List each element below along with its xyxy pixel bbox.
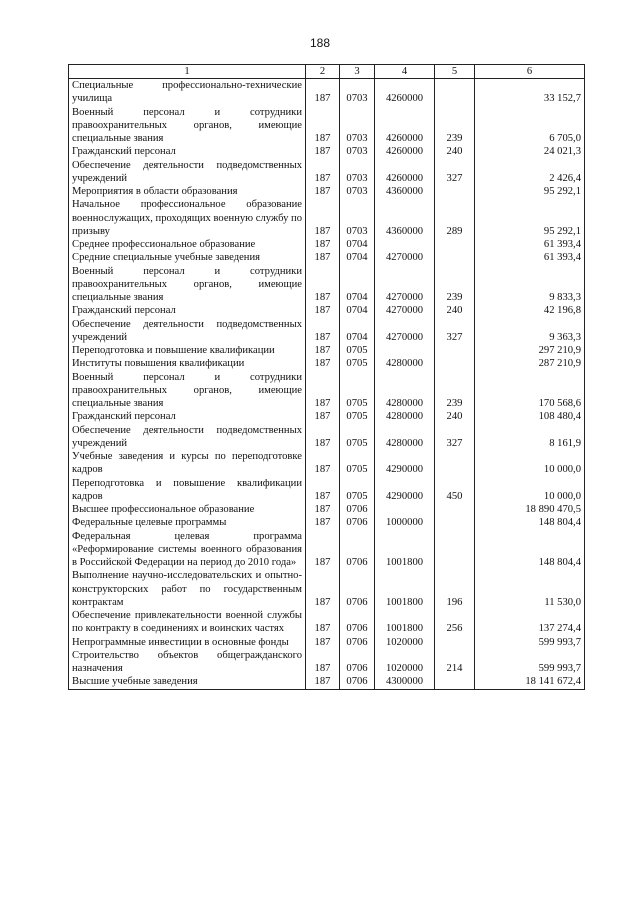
section-code-cell: 0705 xyxy=(340,410,375,423)
amount-cell: 108 480,4 xyxy=(475,410,585,423)
item-name-cell: Выполнение научно-исследовательских и опытно-конструкторских работ по государственным контрактам xyxy=(69,569,306,609)
item-name-cell: Средние специальные учебные заведения xyxy=(69,251,306,264)
item-name-cell: Военный персонал и сотрудники правоохранительных органов, имеющие специальные звания xyxy=(69,106,306,146)
ministry-code-cell: 187 xyxy=(306,265,340,305)
item-name-cell: Высшие учебные заведения xyxy=(69,675,306,689)
target-code-cell xyxy=(375,503,435,516)
table-row xyxy=(69,251,585,264)
section-code-cell: 0705 xyxy=(340,357,375,370)
expense-type-cell: 327 xyxy=(435,159,475,186)
column-number-header: 6 xyxy=(475,65,585,79)
table-row xyxy=(69,675,585,689)
target-code-cell: 4300000 xyxy=(375,675,435,689)
amount-cell: 11 530,0 xyxy=(475,569,585,609)
target-code-cell: 4360000 xyxy=(375,185,435,198)
ministry-code-cell: 187 xyxy=(306,516,340,529)
item-name-cell: Переподготовка и повышение квалификации кадров xyxy=(69,477,306,504)
target-code-cell: 4280000 xyxy=(375,424,435,451)
section-code-cell: 0705 xyxy=(340,371,375,411)
target-code-cell: 1001800 xyxy=(375,530,435,570)
amount-cell: 148 804,4 xyxy=(475,516,585,529)
ministry-code-cell: 187 xyxy=(306,450,340,477)
ministry-code-cell: 187 xyxy=(306,357,340,370)
column-number-header: 4 xyxy=(375,65,435,79)
expense-type-cell: 214 xyxy=(435,649,475,676)
amount-cell: 9 833,3 xyxy=(475,265,585,305)
target-code-cell: 4270000 xyxy=(375,265,435,305)
ministry-code-cell: 187 xyxy=(306,530,340,570)
amount-cell: 8 161,9 xyxy=(475,424,585,451)
target-code-cell: 4290000 xyxy=(375,450,435,477)
target-code-cell: 4270000 xyxy=(375,318,435,345)
amount-cell: 95 292,1 xyxy=(475,198,585,238)
expense-type-cell xyxy=(435,344,475,357)
section-code-cell: 0703 xyxy=(340,198,375,238)
table-row xyxy=(69,238,585,251)
target-code-cell: 1001800 xyxy=(375,569,435,609)
amount-cell: 297 210,9 xyxy=(475,344,585,357)
expense-type-cell xyxy=(435,238,475,251)
amount-cell: 137 274,4 xyxy=(475,609,585,636)
target-code-cell: 4280000 xyxy=(375,410,435,423)
amount-cell: 42 196,8 xyxy=(475,304,585,317)
ministry-code-cell: 187 xyxy=(306,145,340,158)
table-row xyxy=(69,516,585,529)
ministry-code-cell: 187 xyxy=(306,251,340,264)
target-code-cell xyxy=(375,344,435,357)
section-code-cell: 0704 xyxy=(340,318,375,345)
target-code-cell: 4280000 xyxy=(375,371,435,411)
amount-cell: 61 393,4 xyxy=(475,238,585,251)
expense-type-cell: 240 xyxy=(435,145,475,158)
expense-type-cell: 196 xyxy=(435,569,475,609)
section-code-cell: 0705 xyxy=(340,477,375,504)
section-code-cell: 0706 xyxy=(340,516,375,529)
ministry-code-cell: 187 xyxy=(306,636,340,649)
target-code-cell: 4290000 xyxy=(375,477,435,504)
ministry-code-cell: 187 xyxy=(306,503,340,516)
amount-cell: 95 292,1 xyxy=(475,185,585,198)
section-code-cell: 0705 xyxy=(340,344,375,357)
table-row xyxy=(69,371,585,411)
table-row xyxy=(69,649,585,676)
table-row xyxy=(69,530,585,570)
section-code-cell: 0703 xyxy=(340,159,375,186)
table-row xyxy=(69,106,585,146)
amount-cell: 6 705,0 xyxy=(475,106,585,146)
expense-type-cell: 327 xyxy=(435,424,475,451)
ministry-code-cell: 187 xyxy=(306,159,340,186)
item-name-cell: Среднее профессиональное образование xyxy=(69,238,306,251)
target-code-cell xyxy=(375,238,435,251)
item-name-cell: Строительство объектов общегражданского назначения xyxy=(69,649,306,676)
amount-cell: 2 426,4 xyxy=(475,159,585,186)
budget-table-body xyxy=(69,79,585,690)
expense-type-cell xyxy=(435,516,475,529)
expense-type-cell xyxy=(435,450,475,477)
ministry-code-cell: 187 xyxy=(306,371,340,411)
column-number-header-row xyxy=(69,65,585,79)
amount-cell: 287 210,9 xyxy=(475,357,585,370)
expense-type-cell: 239 xyxy=(435,371,475,411)
expense-type-cell: 240 xyxy=(435,410,475,423)
table-row xyxy=(69,424,585,451)
target-code-cell: 4260000 xyxy=(375,145,435,158)
ministry-code-cell: 187 xyxy=(306,609,340,636)
expense-type-cell xyxy=(435,357,475,370)
item-name-cell: Обеспечение деятельности подведомственных учреждений xyxy=(69,159,306,186)
target-code-cell: 4280000 xyxy=(375,357,435,370)
ministry-code-cell: 187 xyxy=(306,649,340,676)
expense-type-cell xyxy=(435,636,475,649)
item-name-cell: Федеральные целевые программы xyxy=(69,516,306,529)
item-name-cell: Переподготовка и повышение квалификации xyxy=(69,344,306,357)
page-number: 188 xyxy=(309,36,331,50)
section-code-cell: 0706 xyxy=(340,649,375,676)
table-row xyxy=(69,265,585,305)
ministry-code-cell: 187 xyxy=(306,238,340,251)
item-name-cell: Обеспечение привлекательности военной службы по контракту в соединениях и воинских частях xyxy=(69,609,306,636)
ministry-code-cell: 187 xyxy=(306,198,340,238)
target-code-cell: 4270000 xyxy=(375,251,435,264)
target-code-cell: 4260000 xyxy=(375,106,435,146)
budget-table xyxy=(68,64,585,690)
amount-cell: 61 393,4 xyxy=(475,251,585,264)
amount-cell: 10 000,0 xyxy=(475,477,585,504)
ministry-code-cell: 187 xyxy=(306,569,340,609)
table-row xyxy=(69,304,585,317)
table-row xyxy=(69,79,585,106)
amount-cell: 10 000,0 xyxy=(475,450,585,477)
table-row xyxy=(69,609,585,636)
amount-cell: 18 890 470,5 xyxy=(475,503,585,516)
target-code-cell: 1000000 xyxy=(375,516,435,529)
target-code-cell: 4270000 xyxy=(375,304,435,317)
section-code-cell: 0706 xyxy=(340,636,375,649)
expense-type-cell xyxy=(435,675,475,689)
item-name-cell: Мероприятия в области образования xyxy=(69,185,306,198)
table-row xyxy=(69,145,585,158)
expense-type-cell: 289 xyxy=(435,198,475,238)
section-code-cell: 0704 xyxy=(340,304,375,317)
ministry-code-cell: 187 xyxy=(306,304,340,317)
section-code-cell: 0703 xyxy=(340,106,375,146)
target-code-cell: 1020000 xyxy=(375,649,435,676)
table-row xyxy=(69,477,585,504)
section-code-cell: 0706 xyxy=(340,530,375,570)
amount-cell: 33 152,7 xyxy=(475,79,585,106)
column-number-header: 2 xyxy=(306,65,340,79)
table-row xyxy=(69,159,585,186)
ministry-code-cell: 187 xyxy=(306,344,340,357)
expense-type-cell: 256 xyxy=(435,609,475,636)
column-number-header: 5 xyxy=(435,65,475,79)
table-row xyxy=(69,318,585,345)
item-name-cell: Институты повышения квалификации xyxy=(69,357,306,370)
item-name-cell: Военный персонал и сотрудники правоохранительных органов, имеющие специальные звания xyxy=(69,265,306,305)
table-row xyxy=(69,185,585,198)
section-code-cell: 0706 xyxy=(340,569,375,609)
ministry-code-cell: 187 xyxy=(306,675,340,689)
section-code-cell: 0704 xyxy=(340,251,375,264)
item-name-cell: Гражданский персонал xyxy=(69,304,306,317)
amount-cell: 24 021,3 xyxy=(475,145,585,158)
item-name-cell: Военный персонал и сотрудники правоохранительных органов, имеющие специальные звания xyxy=(69,371,306,411)
item-name-cell: Начальное профессиональное образование военнослужащих, проходящих военную службу по призыву xyxy=(69,198,306,238)
target-code-cell: 4360000 xyxy=(375,198,435,238)
item-name-cell: Гражданский персонал xyxy=(69,145,306,158)
item-name-cell: Высшее профессиональное образование xyxy=(69,503,306,516)
expense-type-cell xyxy=(435,503,475,516)
expense-type-cell xyxy=(435,530,475,570)
table-row xyxy=(69,410,585,423)
section-code-cell: 0704 xyxy=(340,238,375,251)
section-code-cell: 0703 xyxy=(340,185,375,198)
ministry-code-cell: 187 xyxy=(306,185,340,198)
amount-cell: 148 804,4 xyxy=(475,530,585,570)
table-row xyxy=(69,450,585,477)
expense-type-cell: 239 xyxy=(435,106,475,146)
target-code-cell: 4260000 xyxy=(375,159,435,186)
item-name-cell: Непрограммные инвестиции в основные фонды xyxy=(69,636,306,649)
amount-cell: 18 141 672,4 xyxy=(475,675,585,689)
ministry-code-cell: 187 xyxy=(306,410,340,423)
table-row xyxy=(69,198,585,238)
amount-cell: 599 993,7 xyxy=(475,649,585,676)
item-name-cell: Гражданский персонал xyxy=(69,410,306,423)
ministry-code-cell: 187 xyxy=(306,477,340,504)
section-code-cell: 0703 xyxy=(340,79,375,106)
section-code-cell: 0706 xyxy=(340,609,375,636)
section-code-cell: 0705 xyxy=(340,424,375,451)
expense-type-cell: 239 xyxy=(435,265,475,305)
target-code-cell: 1001800 xyxy=(375,609,435,636)
section-code-cell: 0706 xyxy=(340,503,375,516)
expense-type-cell xyxy=(435,79,475,106)
item-name-cell: Специальные профессионально-технические училища xyxy=(69,79,306,106)
column-number-header: 1 xyxy=(69,65,306,79)
amount-cell: 170 568,6 xyxy=(475,371,585,411)
target-code-cell: 1020000 xyxy=(375,636,435,649)
expense-type-cell xyxy=(435,185,475,198)
item-name-cell: Обеспечение деятельности подведомственных учреждений xyxy=(69,424,306,451)
target-code-cell: 4260000 xyxy=(375,79,435,106)
section-code-cell: 0704 xyxy=(340,265,375,305)
table-row xyxy=(69,357,585,370)
item-name-cell: Федеральная целевая программа «Реформирование системы военного образования в Российской Федерации на период до 2010 года» xyxy=(69,530,306,570)
item-name-cell: Учебные заведения и курсы по переподготовке кадров xyxy=(69,450,306,477)
ministry-code-cell: 187 xyxy=(306,424,340,451)
item-name-cell: Обеспечение деятельности подведомственных учреждений xyxy=(69,318,306,345)
amount-cell: 9 363,3 xyxy=(475,318,585,345)
expense-type-cell: 240 xyxy=(435,304,475,317)
table-row xyxy=(69,503,585,516)
amount-cell: 599 993,7 xyxy=(475,636,585,649)
section-code-cell: 0705 xyxy=(340,450,375,477)
expense-type-cell xyxy=(435,251,475,264)
section-code-cell: 0703 xyxy=(340,145,375,158)
ministry-code-cell: 187 xyxy=(306,106,340,146)
ministry-code-cell: 187 xyxy=(306,318,340,345)
expense-type-cell: 327 xyxy=(435,318,475,345)
ministry-code-cell: 187 xyxy=(306,79,340,106)
table-row xyxy=(69,344,585,357)
expense-type-cell: 450 xyxy=(435,477,475,504)
table-row xyxy=(69,636,585,649)
section-code-cell: 0706 xyxy=(340,675,375,689)
table-row xyxy=(69,569,585,609)
column-number-header: 3 xyxy=(340,65,375,79)
